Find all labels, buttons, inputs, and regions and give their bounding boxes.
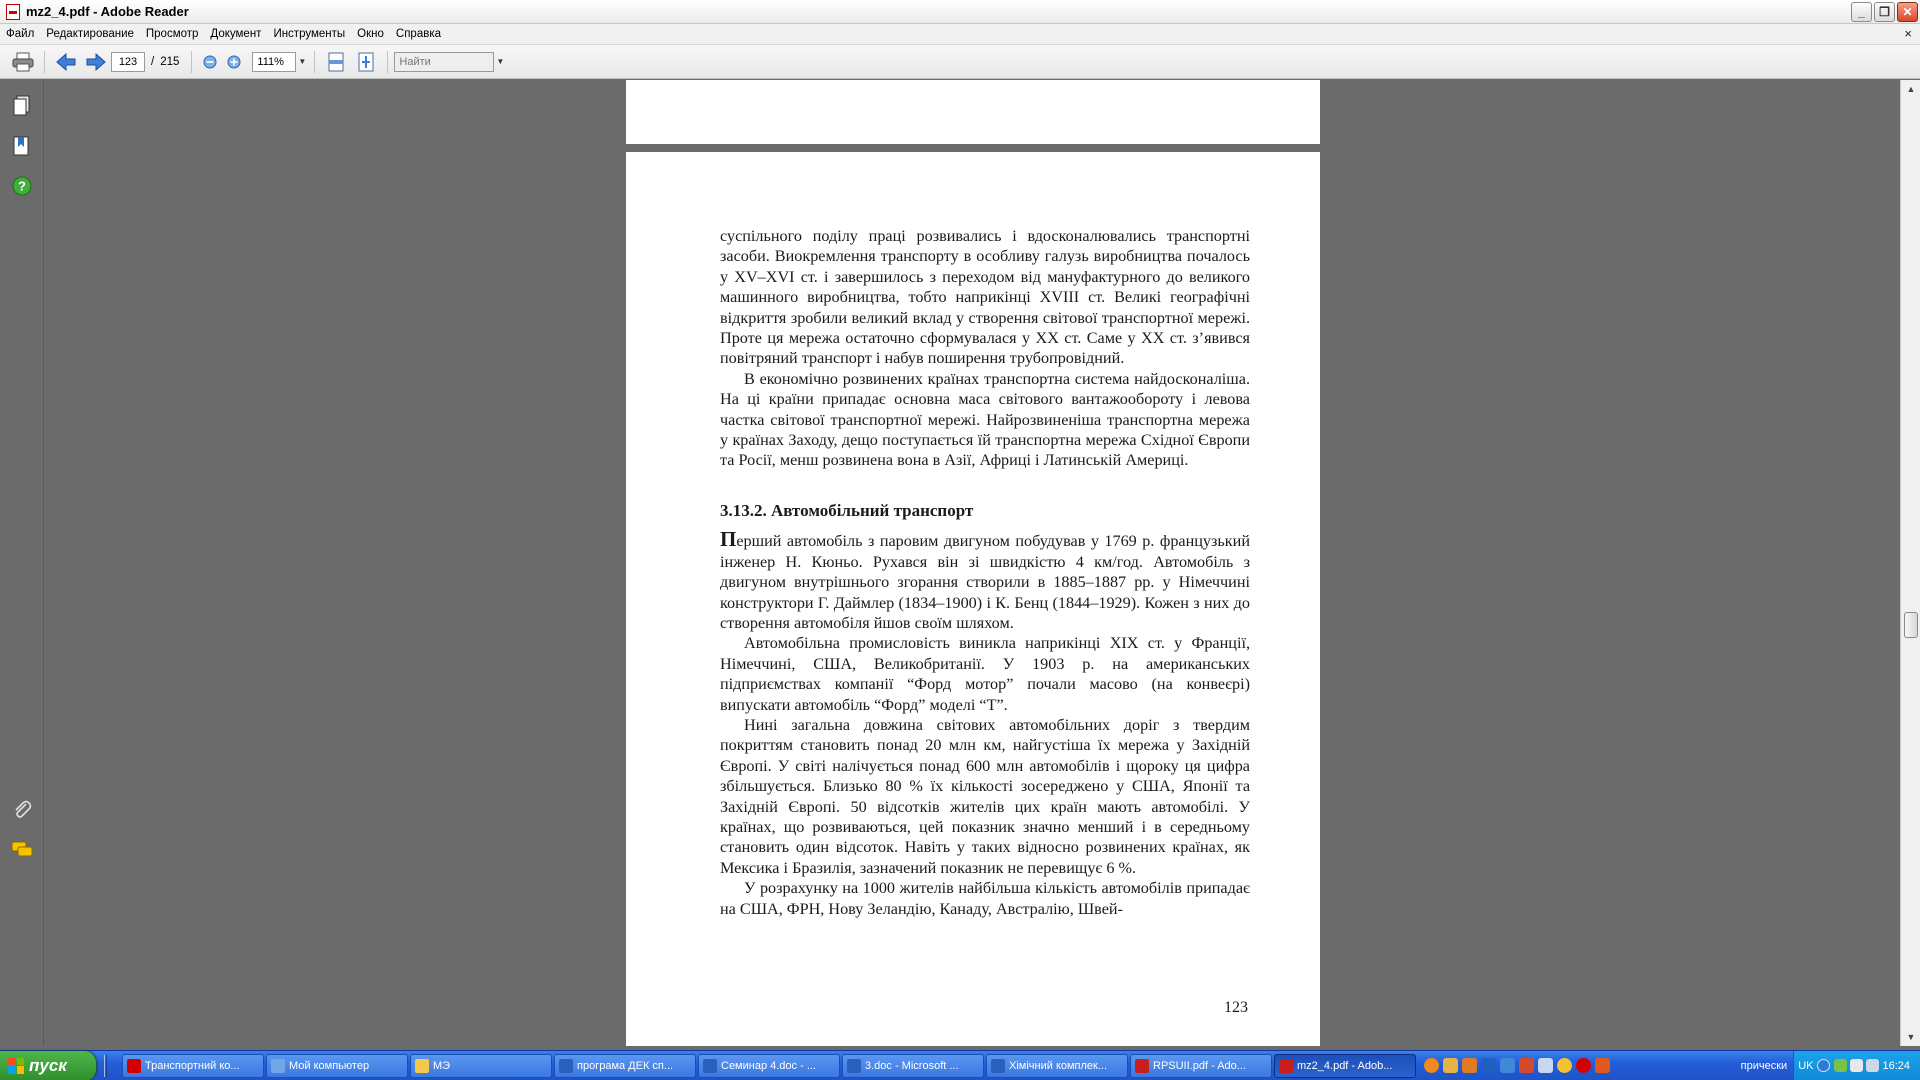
fit-width-icon (327, 52, 345, 72)
system-tray (1793, 1051, 1920, 1080)
app-icon[interactable] (1500, 1058, 1515, 1073)
taskbar (0, 1050, 1920, 1080)
menu-window[interactable]: Окно (357, 28, 384, 40)
comments-panel-button[interactable] (10, 838, 34, 862)
close-document-button[interactable]: × (1904, 26, 1912, 41)
menu-file[interactable]: Файл (6, 28, 35, 40)
tray-icon[interactable] (1850, 1059, 1863, 1072)
task-app-icon (847, 1059, 861, 1073)
taskbar-task-button[interactable] (266, 1054, 408, 1078)
language-indicator[interactable]: UK (1798, 1059, 1814, 1072)
app-icon[interactable] (1443, 1058, 1458, 1073)
pages-panel-button[interactable] (10, 94, 34, 118)
taskbar-task-button[interactable] (698, 1054, 840, 1078)
task-label: mz2_4.pdf - Adob... (1297, 1059, 1393, 1072)
taskbar-task-button[interactable] (842, 1054, 984, 1078)
start-button[interactable] (0, 1051, 96, 1080)
paperclip-icon (12, 799, 32, 821)
document-area[interactable] (44, 80, 1900, 1046)
menu-bar (0, 24, 1920, 45)
task-label: Мой компьютер (289, 1059, 370, 1072)
toolbar-separator (314, 51, 315, 73)
tray-expand-icon[interactable] (1817, 1059, 1830, 1072)
window-title: mz2_4.pdf - Adobe Reader (26, 4, 189, 19)
scroll-down-icon[interactable]: ▼ (1906, 1032, 1916, 1042)
zoom-input[interactable] (252, 52, 296, 72)
search-input[interactable] (394, 52, 494, 72)
menu-view[interactable]: Просмотр (145, 28, 199, 40)
scroll-thumb[interactable] (1904, 612, 1918, 638)
start-label: пуск (29, 1055, 67, 1075)
minimize-button[interactable]: _ (1851, 2, 1872, 22)
taskbar-task-button[interactable] (410, 1054, 552, 1078)
task-label: 3.doc - Microsoft ... (865, 1059, 959, 1072)
bookmark-icon (12, 135, 32, 157)
close-button[interactable]: ✕ (1897, 2, 1918, 22)
taskbar-task-button[interactable] (1274, 1054, 1416, 1078)
app-icon[interactable] (1595, 1058, 1610, 1073)
search-options-chevron-icon[interactable]: ▼ (496, 57, 505, 66)
task-label: Семинар 4.doc - ... (721, 1059, 816, 1072)
paragraph: Нині загальна довжина світових автомобільних доріг з твердим покриттям становить понад 20 млн км, найгустіша їх мережа у Західній Європі. У світі налічується понад 600 млн автомобілів і щороку ця цифра збільшується. Близько 80 % їх кількості зосереджено у США, Японії та Західній Європі. 50 відсотків жителів цих країн мають автомобілі. У країнах, що розвиваються, цей показник значно менший і в середньому становить один відсоток. Навіть у таких відносно розвинених країнах, як Мексика і Бразилія, зазначений показник не перевищує 6 %. (720, 715, 1250, 877)
toolbar-separator (387, 51, 388, 73)
task-app-icon (703, 1059, 717, 1073)
task-app-icon (1279, 1059, 1293, 1073)
task-app-icon (127, 1059, 141, 1073)
opera-icon[interactable] (1576, 1058, 1591, 1073)
title-bar (0, 0, 1920, 24)
drop-cap: П (720, 527, 737, 552)
task-list (120, 1054, 1416, 1078)
zoom-in-icon (227, 55, 241, 69)
zoom-in-button[interactable] (225, 50, 243, 74)
paragraph: суспільного поділу праці розвивались і вдосконалювались транспортні засоби. Виокремлення транспорту в особливу галузь виробництва почалось у XV–XVI ст. і завершилось з переходом від мануфактурного до великого машинного виробництва, тобто наприкінці XVIII ст. Великі географічні відкриття зробили великий вклад у створення світової транспортної мережі. Проте ця мережа остаточно сформувалася у XX ст. Саме у XX ст. з’явився повітряний транспорт і набув поширення трубопровідний. (720, 227, 1250, 368)
task-label: Транспортний ко... (145, 1059, 240, 1072)
taskbar-task-button[interactable] (1130, 1054, 1272, 1078)
fit-width-button[interactable] (324, 50, 348, 74)
app-icon[interactable] (1519, 1058, 1534, 1073)
menu-tools[interactable]: Инструменты (273, 28, 346, 40)
task-app-icon (991, 1059, 1005, 1073)
clock[interactable]: 16:24 (1882, 1059, 1910, 1072)
help-icon (12, 176, 32, 196)
previous-page-button[interactable] (54, 50, 78, 74)
volume-icon[interactable] (1866, 1059, 1879, 1072)
page-number-input[interactable] (111, 52, 145, 72)
print-button[interactable] (11, 50, 35, 74)
total-pages: 215 (160, 55, 180, 68)
app-icon[interactable] (1462, 1058, 1477, 1073)
menu-document[interactable]: Документ (210, 28, 262, 40)
paragraph-text: ерший автомобіль з паровим двигуном побудував у 1769 р. французький інженер Н. Кюньо. Рухався він зі швидкістю 4 км/год. Автомобіль з двигуном внутрішнього згорання створили в 1885–1887 рр. у Німеччині конструктори Г. Даймлер (1834–1900) і К. Бенц (1844–1929). Кожен з них до створення автомобіля йшов своїм шляхом. (720, 532, 1250, 632)
task-app-icon (271, 1059, 285, 1073)
arrow-right-icon (86, 53, 106, 71)
print-icon (12, 52, 34, 72)
task-label: RPSUII.pdf - Ado... (1153, 1059, 1246, 1072)
zoom-select[interactable] (252, 52, 308, 72)
paragraph: В економічно розвинених країнах транспортна система найдосконаліша. На ці країни припадає основна маса світового вантажообороту і левова частка світової транспортної мережі. Найрозвиненіша транспортна мережа у країнах Заходу, дещо поступається їй транспортна мережа Східної Європи та Росії, менш розвинена вона в Азії, Африці і Латинській Америці. (720, 369, 1250, 470)
svg-text:?: ? (18, 178, 26, 194)
taskbar-task-button[interactable] (986, 1054, 1128, 1078)
task-label: МЭ (433, 1059, 451, 1072)
scroll-up-icon[interactable]: ▲ (1906, 84, 1916, 94)
page-text (720, 226, 1250, 919)
tray-label: прически (1740, 1059, 1788, 1072)
section-heading: 3.13.2. Автомобільний транспорт (720, 500, 974, 520)
zoom-out-button[interactable] (201, 50, 219, 74)
chevron-down-icon[interactable]: ▼ (298, 57, 307, 66)
comment-icon (11, 840, 33, 860)
help-button[interactable] (10, 174, 34, 198)
window-controls (1851, 2, 1918, 22)
current-page (626, 152, 1320, 1046)
page-separator: / (151, 55, 155, 68)
network-icon[interactable] (1834, 1059, 1847, 1072)
paragraph (720, 529, 1250, 633)
paragraph: У розрахунку на 1000 жителів найбільша кількість автомобілів припадає на США, ФРН, Нову Зеландію, Канаду, Австралію, Швей- (720, 879, 1250, 918)
quick-launch-icons (1424, 1058, 1610, 1073)
fit-page-button[interactable] (354, 50, 378, 74)
toolbar-separator (44, 51, 45, 73)
task-app-icon (415, 1059, 429, 1073)
media-player-icon[interactable] (1557, 1058, 1572, 1073)
task-app-icon (1135, 1059, 1149, 1073)
pages-icon (12, 95, 32, 117)
page-number: 123 (1224, 999, 1248, 1016)
task-app-icon (559, 1059, 573, 1073)
zoom-out-icon (203, 55, 217, 69)
menu-edit[interactable]: Редактирование (46, 28, 134, 40)
restore-button[interactable]: ❐ (1874, 2, 1895, 22)
taskbar-grip[interactable] (104, 1055, 107, 1077)
arrow-left-icon (56, 53, 76, 71)
attachments-panel-button[interactable] (10, 798, 34, 822)
firefox-icon[interactable] (1424, 1058, 1439, 1073)
next-page-button[interactable] (84, 50, 108, 74)
fit-page-icon (357, 52, 375, 72)
quick-launch (104, 1055, 120, 1077)
adobe-reader-icon (6, 4, 20, 20)
taskbar-task-button[interactable] (554, 1054, 696, 1078)
menu-help[interactable]: Справка (395, 28, 442, 40)
taskbar-task-button[interactable] (122, 1054, 264, 1078)
toolbar-separator (191, 51, 192, 73)
vertical-scrollbar[interactable] (1900, 80, 1920, 1046)
windows-logo-icon (8, 1058, 24, 1074)
previous-page (626, 80, 1320, 144)
toolbar (0, 45, 1920, 79)
navigation-panel (0, 80, 44, 1046)
task-label: Хімічний комплек... (1009, 1059, 1108, 1072)
paragraph: Автомобільна промисловість виникла наприкінці XIX ст. у Франції, Німеччині, США, Великобританії. У 1903 р. на американських підприємствах компанії “Форд мотор” почали масово (на конвеєрі) випускати автомобіль “Форд” моделі “Т”. (720, 634, 1250, 714)
bookmarks-panel-button[interactable] (10, 134, 34, 158)
app-icon[interactable] (1481, 1058, 1496, 1073)
app-icon[interactable] (1538, 1058, 1553, 1073)
task-label: програма ДЕК сп... (577, 1059, 674, 1072)
